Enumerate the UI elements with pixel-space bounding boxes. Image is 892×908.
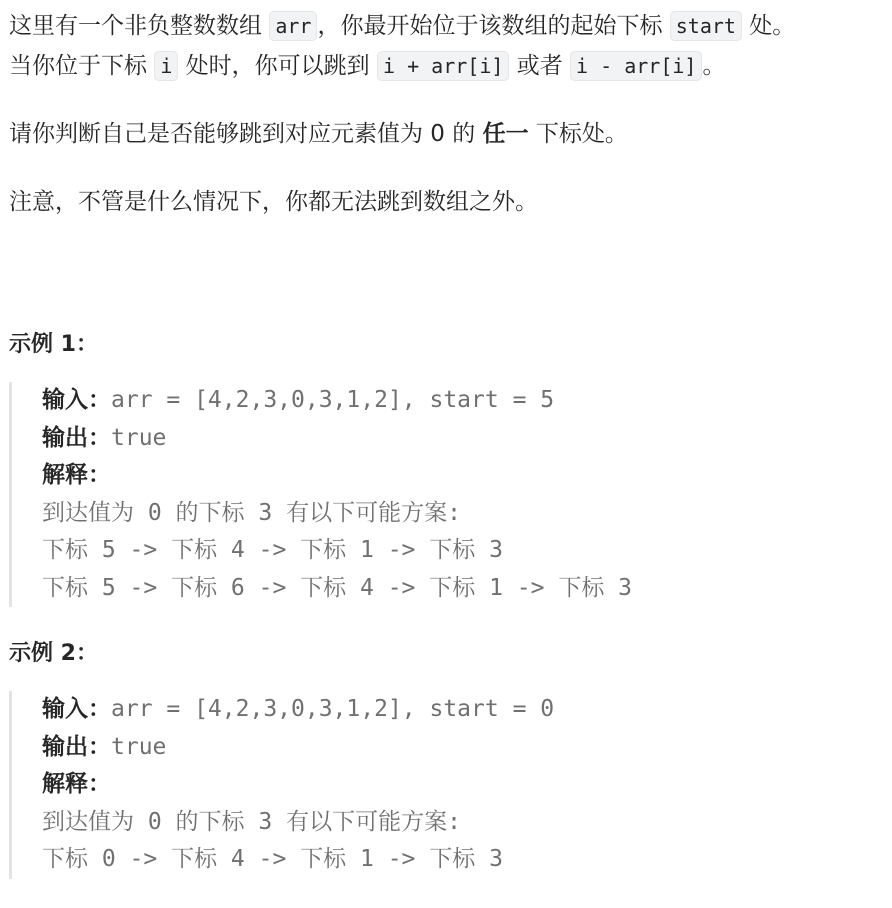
input-label: 输入： — [42, 387, 111, 413]
text-segment: 处。 — [741, 13, 796, 39]
example-2-block — [9, 691, 889, 879]
explain-line: 下标 5 -> 下标 6 -> 下标 4 -> 下标 1 -> 下标 3 — [42, 574, 633, 601]
text-segment: 当你位于下标 — [9, 53, 155, 79]
example-2-output-line — [42, 729, 889, 767]
inline-code-arr: arr — [269, 11, 317, 41]
output-value: true — [111, 733, 167, 760]
input-value: arr = [4,2,3,0,3,1,2], start = 0 — [111, 696, 555, 722]
intro-paragraph-1 — [9, 6, 889, 86]
input-value: arr = [4,2,3,0,3,1,2], start = 5 — [111, 387, 555, 413]
intro-paragraph-2 — [9, 114, 889, 154]
explain-line: 下标 5 -> 下标 4 -> 下标 1 -> 下标 3 — [42, 537, 503, 563]
example-2-input-line — [42, 691, 889, 729]
problem-description — [9, 0, 889, 879]
inline-code-i: i — [154, 51, 178, 81]
example-1-output-line — [42, 420, 889, 458]
explain-label: 解释： — [42, 771, 111, 797]
text-segment: 或者 — [509, 53, 571, 79]
example-1-title: 示例 1： — [9, 332, 98, 357]
explain-line: 下标 0 -> 下标 4 -> 下标 1 -> 下标 3 — [42, 846, 503, 872]
input-label: 输入： — [42, 696, 111, 722]
explain-label: 解释： — [42, 462, 111, 488]
text-segment: 这里有一个非负整数数组 — [9, 13, 270, 39]
inline-code-i-minus: i - arr[i] — [570, 51, 702, 81]
text-segment: 下标处。 — [528, 121, 628, 147]
output-label: 输出： — [42, 424, 111, 451]
intro-paragraph-3: 注意，不管是什么情况下，你都无法跳到数组之外。 — [9, 189, 538, 215]
text-segment: 处时，你可以跳到 — [178, 53, 377, 79]
text-segment: 请你判断自己是否能够跳到对应元素值为 0 的 — [9, 121, 483, 147]
text-segment: 。 — [702, 53, 726, 79]
example-2-title: 示例 2： — [9, 641, 98, 666]
text-segment: ，你最开始位于该数组的起始下标 — [317, 13, 670, 39]
example-1-block — [9, 382, 889, 607]
inline-code-start: start — [670, 11, 742, 41]
output-value: true — [111, 424, 167, 451]
emphasis-any: 任一 — [482, 121, 529, 147]
explain-line: 到达值为 0 的下标 3 有以下可能方案: — [42, 499, 461, 526]
output-label: 输出： — [42, 733, 111, 760]
inline-code-i-plus: i + arr[i] — [377, 51, 509, 81]
explain-line: 到达值为 0 的下标 3 有以下可能方案: — [42, 808, 461, 835]
example-1-input-line — [42, 382, 889, 420]
